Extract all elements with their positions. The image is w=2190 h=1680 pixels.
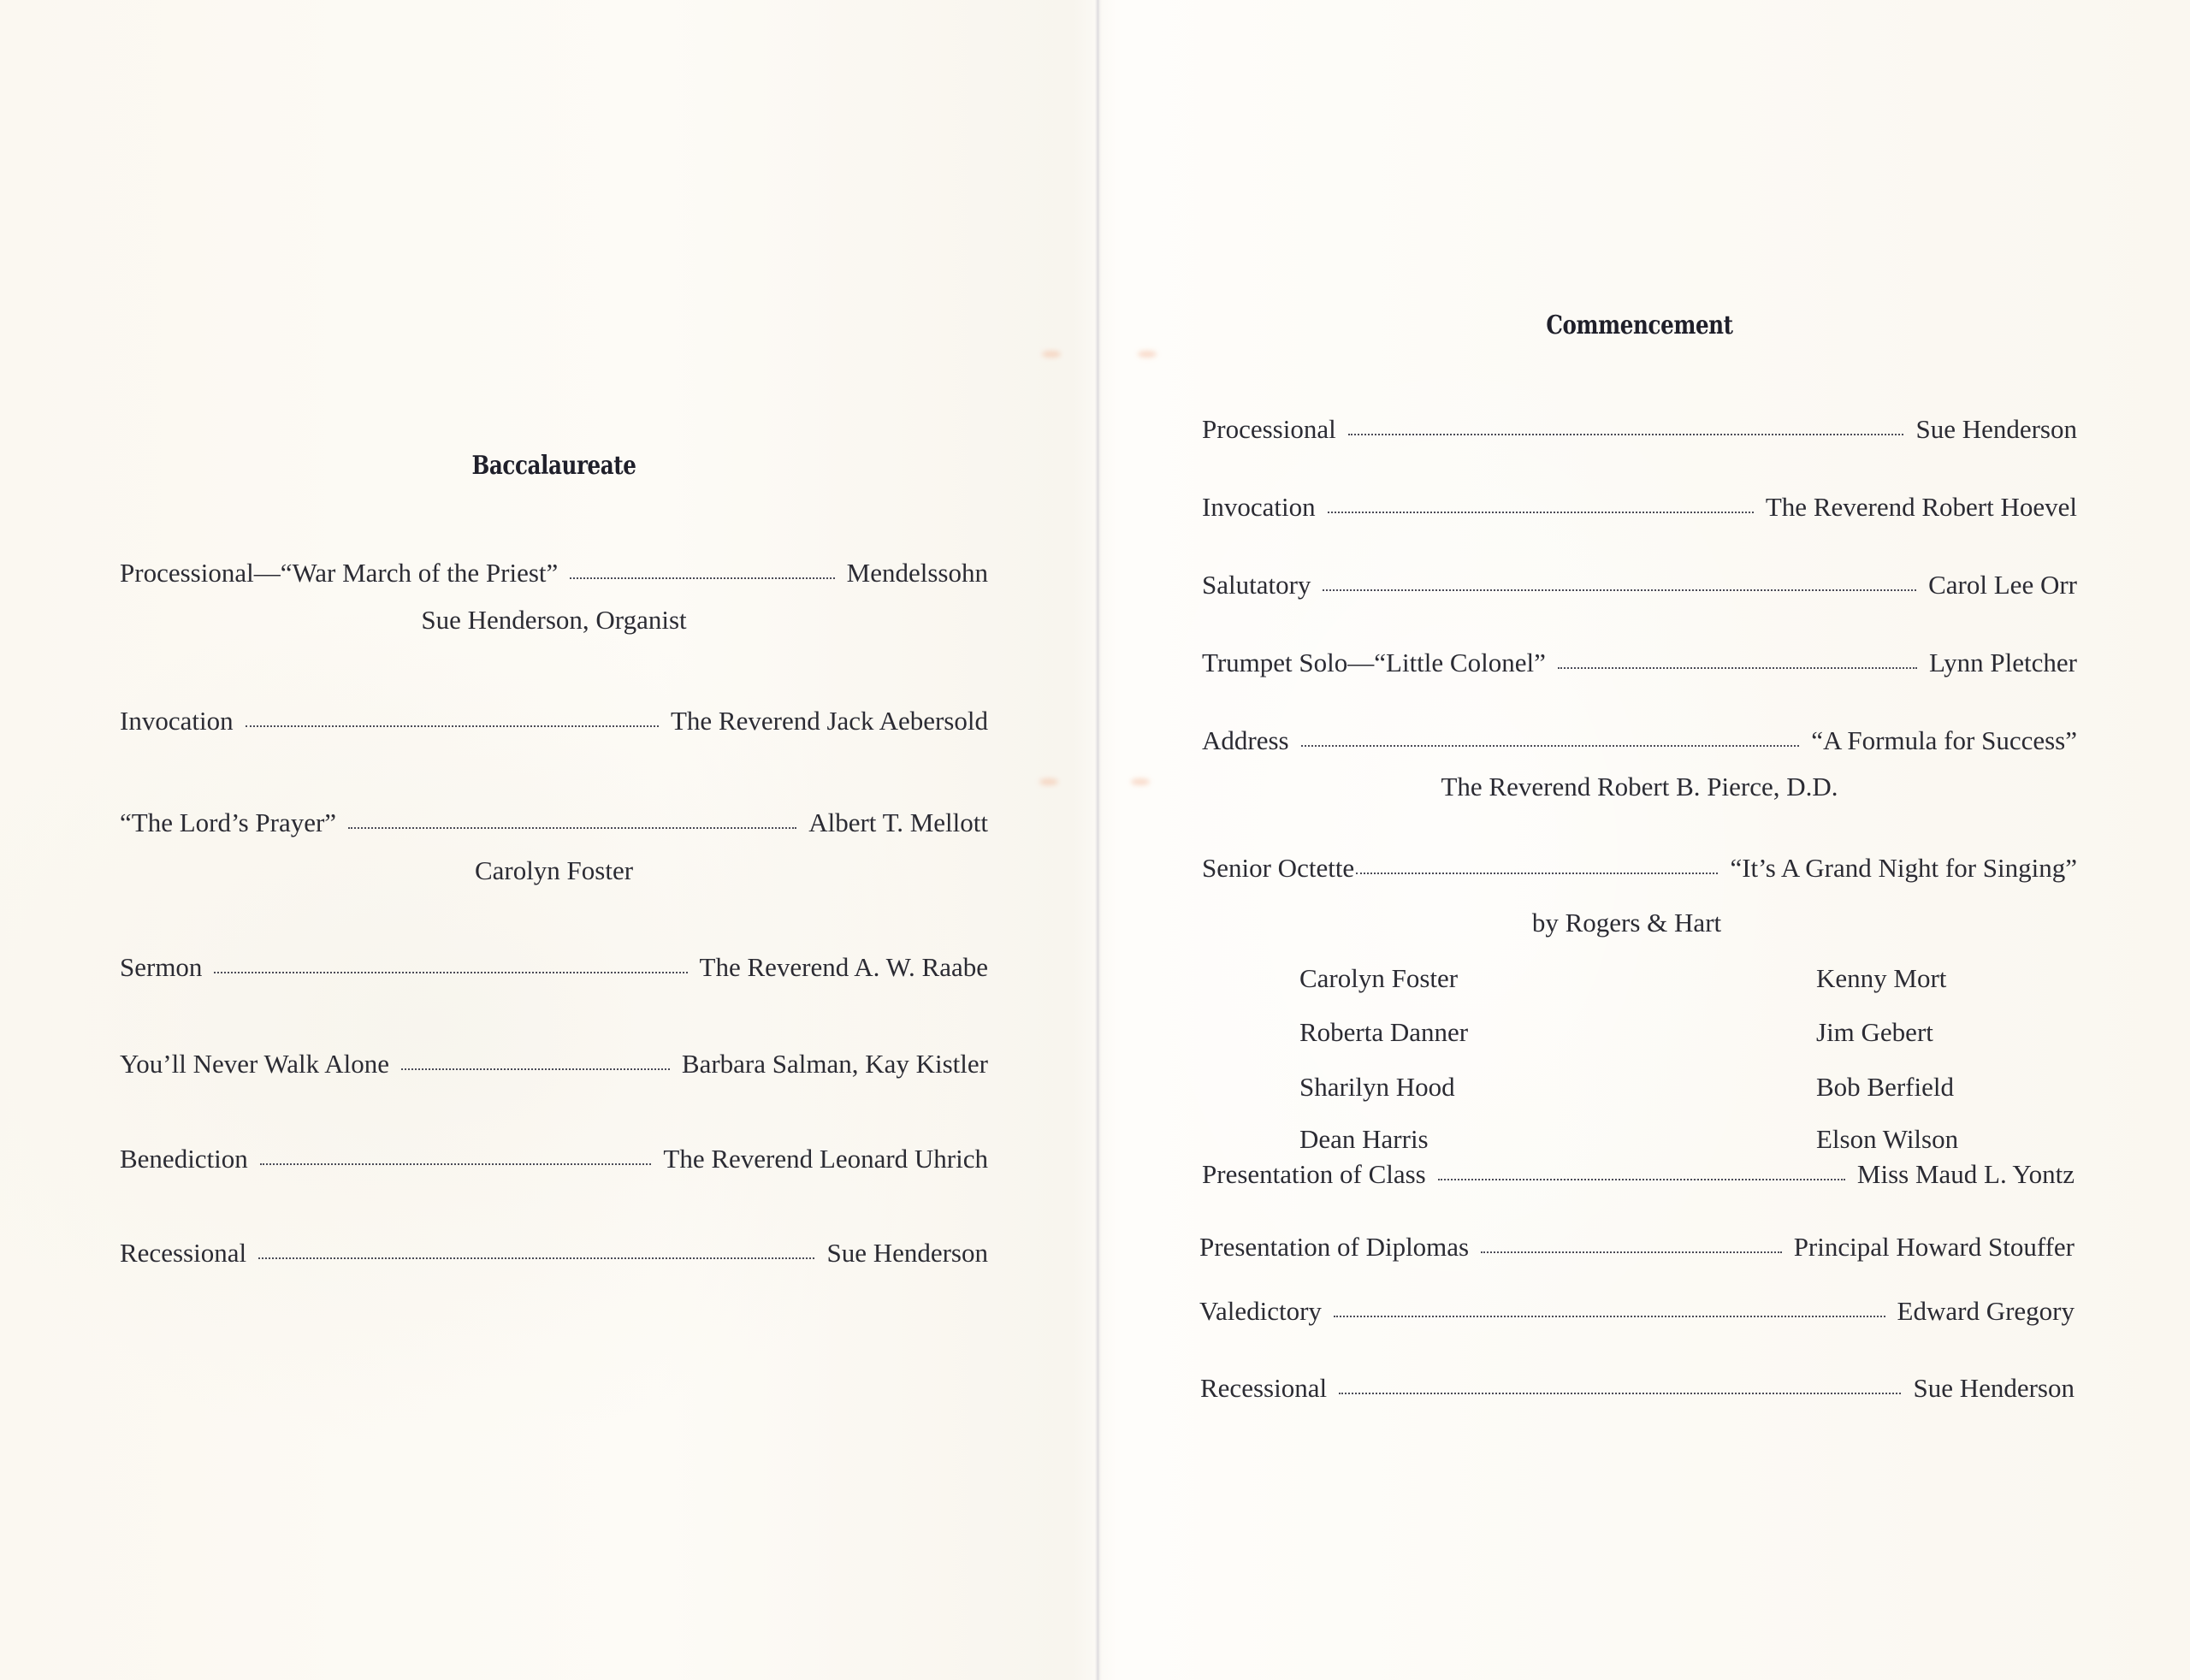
item-value: “A Formula for Success”	[1811, 725, 2077, 755]
item-value: Barbara Salman, Kay Kistler	[681, 1049, 988, 1079]
paper-stain	[1131, 778, 1150, 785]
item-value: The Reverend Leonard Uhrich	[663, 1144, 988, 1174]
program-item-valedictory	[1199, 1296, 2075, 1327]
item-value: Edward Gregory	[1897, 1296, 2075, 1326]
item-label: Sermon	[120, 952, 203, 982]
dot-leader	[1481, 1251, 1782, 1253]
dot-leader	[214, 972, 687, 973]
program-item-trumpet-solo	[1202, 648, 2077, 678]
commencement-page	[1199, 0, 2077, 1680]
paper-stain	[1042, 351, 1061, 358]
program-item-salutatory	[1202, 570, 2077, 600]
program-item-processional	[120, 558, 988, 589]
item-value: “It’s A Grand Night for Singing”	[1730, 853, 2077, 883]
program-item-recessional	[1200, 1373, 2075, 1404]
dot-leader	[1323, 589, 1916, 591]
baccalaureate-page	[120, 0, 988, 1680]
octet-member: Dean Harris	[1299, 1124, 1429, 1154]
octet-member: Kenny Mort	[1816, 963, 1947, 993]
dot-leader	[246, 725, 659, 727]
dot-leader	[1339, 1393, 1901, 1394]
paper-stain	[1039, 778, 1058, 785]
octet-member: Bob Berfield	[1816, 1072, 1954, 1102]
dot-leader	[570, 577, 834, 579]
item-value: The Reverend Robert Hoevel	[1765, 492, 2077, 522]
item-label: Recessional	[120, 1238, 247, 1268]
program-item-lords-prayer	[120, 807, 988, 838]
item-subline: Carolyn Foster	[474, 855, 634, 885]
item-label: Processional—“War March of the Priest”	[120, 558, 559, 588]
dot-leader	[348, 827, 796, 829]
program-item-sermon	[120, 952, 988, 983]
dot-leader	[1438, 1179, 1845, 1180]
item-value: Principal Howard Stouffer	[1793, 1232, 2075, 1262]
program-item-benediction	[120, 1144, 988, 1174]
program-item-processional	[1202, 414, 2077, 445]
program-item-invocation	[1202, 492, 2077, 523]
item-value: Miss Maud L. Yontz	[1856, 1159, 2075, 1189]
item-value: Lynn Pletcher	[1928, 648, 2077, 677]
program-item-presentation-of-diplomas	[1199, 1232, 2075, 1263]
item-label: Trumpet Solo—“Little Colonel”	[1202, 648, 1546, 677]
dot-leader	[1356, 873, 1718, 874]
program-item-address	[1202, 725, 2077, 756]
dot-leader	[1334, 1316, 1885, 1317]
dot-leader	[1558, 667, 1917, 669]
octet-member: Roberta Danner	[1299, 1017, 1469, 1047]
item-label: Presentation of Diplomas	[1199, 1232, 1470, 1262]
paper-stain	[1138, 351, 1157, 358]
commencement-heading: Commencement	[1546, 311, 1733, 340]
octet-member: Carolyn Foster	[1299, 963, 1459, 993]
item-label: Benediction	[120, 1144, 248, 1174]
item-value: Sue Henderson	[826, 1238, 988, 1268]
item-subline: The Reverend Robert B. Pierce, D.D.	[1441, 772, 1838, 802]
program-item-senior-octette	[1202, 853, 2077, 884]
dot-leader	[401, 1068, 670, 1070]
item-value: Sue Henderson	[1915, 414, 2077, 444]
dot-leader	[260, 1163, 652, 1165]
item-value: The Reverend A. W. Raabe	[699, 952, 988, 982]
item-value: Sue Henderson	[1913, 1373, 2075, 1403]
item-label: You’ll Never Walk Alone	[120, 1049, 389, 1079]
program-item-invocation	[120, 706, 988, 736]
item-label: Valedictory	[1199, 1296, 1322, 1326]
item-subline: Sue Henderson, Organist	[421, 605, 687, 635]
item-label: Senior Octette	[1202, 853, 1355, 883]
item-subline: by Rogers & Hart	[1531, 908, 1722, 938]
item-label: Presentation of Class	[1202, 1159, 1426, 1189]
item-label: Invocation	[1202, 492, 1316, 522]
item-label: Processional	[1202, 414, 1336, 444]
dot-leader	[1348, 434, 1904, 435]
program-item-youll-never-walk-alone	[120, 1049, 988, 1080]
item-label: Invocation	[120, 706, 234, 736]
item-value: The Reverend Jack Aebersold	[670, 706, 988, 736]
center-fold	[1095, 0, 1102, 1680]
item-label: Salutatory	[1202, 570, 1311, 600]
item-label: Recessional	[1200, 1373, 1328, 1403]
item-label: Address	[1202, 725, 1289, 755]
dot-leader	[258, 1257, 814, 1259]
octet-member: Jim Gebert	[1816, 1017, 1933, 1047]
dot-leader	[1301, 745, 1800, 747]
item-label: “The Lord’s Prayer”	[120, 807, 337, 837]
baccalaureate-heading: Baccalaureate	[471, 451, 636, 481]
item-value: Albert T. Mellott	[808, 807, 988, 837]
item-value: Carol Lee Orr	[1928, 570, 2077, 600]
item-value: Mendelssohn	[846, 558, 988, 588]
octet-member: Elson Wilson	[1816, 1124, 1959, 1154]
octet-member: Sharilyn Hood	[1299, 1072, 1455, 1102]
dot-leader	[1328, 512, 1754, 513]
program-item-presentation-of-class	[1202, 1159, 2075, 1190]
program-item-recessional	[120, 1238, 988, 1269]
